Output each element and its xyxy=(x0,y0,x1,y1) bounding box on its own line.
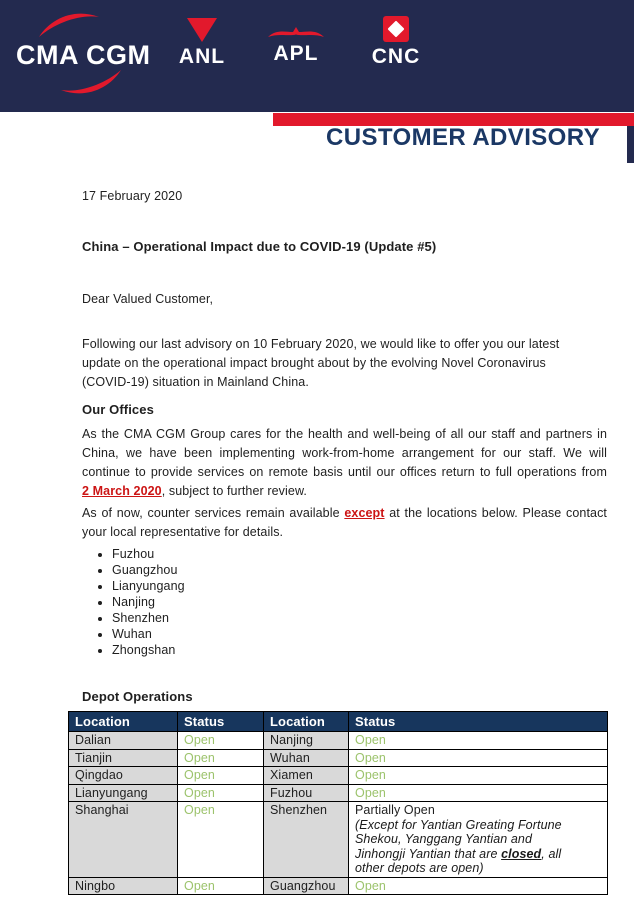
salutation: Dear Valued Customer, xyxy=(82,292,214,306)
table-row xyxy=(69,732,608,750)
note-line: Shekou, Yanggang Yantian and xyxy=(355,832,533,846)
list-item xyxy=(112,578,607,594)
closed-locations-list xyxy=(82,546,607,658)
reopen-date-highlight: 2 March 2020 xyxy=(82,484,162,498)
column-header: Location xyxy=(69,712,178,732)
depot-status-cell: Open xyxy=(178,749,264,767)
brand-name-cma-cgm: CMA CGM xyxy=(16,40,151,70)
except-highlight: except xyxy=(344,506,385,520)
location-name: Shenzhen xyxy=(112,611,170,625)
intro-paragraph xyxy=(82,335,607,392)
list-item xyxy=(112,562,607,578)
brand-name-cnc: CNC xyxy=(371,45,421,68)
note-line: other depots are open) xyxy=(355,861,484,875)
depot-location-cell: Shenzhen xyxy=(264,802,349,878)
depot-location-cell: Xiamen xyxy=(264,767,349,785)
depot-location-cell: Qingdao xyxy=(69,767,178,785)
letter-body xyxy=(0,187,634,895)
logo-cnc xyxy=(358,14,434,69)
location-name: Guangzhou xyxy=(112,563,178,577)
shenzhen-depot-note xyxy=(355,818,601,876)
depot-location-cell: Tianjin xyxy=(69,749,178,767)
depot-status-cell: Open xyxy=(349,877,608,895)
offices-paragraph xyxy=(82,425,607,501)
list-item xyxy=(112,642,607,658)
paragraph-line: Following our last advisory on 10 February 2020, we would like to offer you our latest xyxy=(82,337,560,351)
column-header: Location xyxy=(264,712,349,732)
depot-status-cell: Open xyxy=(349,784,608,802)
brand-name-apl: APL xyxy=(273,42,319,65)
cma-swoosh-bottom-icon xyxy=(60,68,122,96)
table-row xyxy=(69,802,608,878)
table-row xyxy=(69,784,608,802)
depot-location-cell: Guangzhou xyxy=(264,877,349,895)
depot-location-cell: Shanghai xyxy=(69,802,178,878)
apl-eagle-icon xyxy=(268,26,324,39)
note-line: (Except for Yantian Greating Fortune xyxy=(355,817,562,832)
closed-highlight: closed xyxy=(501,846,542,861)
depot-status-cell: Open xyxy=(178,877,264,895)
depot-status-cell: Open xyxy=(178,767,264,785)
column-header: Status xyxy=(349,712,608,732)
table-row xyxy=(69,767,608,785)
depot-status-cell: Open xyxy=(349,767,608,785)
paragraph-text: As of now, counter services remain available xyxy=(82,506,345,520)
depot-location-cell: Ningbo xyxy=(69,877,178,895)
depot-location-cell: Dalian xyxy=(69,732,178,750)
anl-triangle-icon xyxy=(187,18,217,42)
partially-open-status: Partially Open xyxy=(355,803,435,817)
column-header: Status xyxy=(178,712,264,732)
depot-operations-table xyxy=(68,711,608,895)
location-name: Zhongshan xyxy=(112,643,176,657)
brand-header xyxy=(0,0,634,112)
advisory-banner xyxy=(0,112,634,164)
our-offices-heading: Our Offices xyxy=(82,402,154,417)
paragraph-line: (COVID-19) situation in Mainland China. xyxy=(82,375,309,389)
depot-status-cell: Open xyxy=(349,732,608,750)
depot-status-cell xyxy=(349,802,608,878)
depot-status-cell: Open xyxy=(349,749,608,767)
location-name: Fuzhou xyxy=(112,547,155,561)
depot-location-cell: Nanjing xyxy=(264,732,349,750)
counter-services-paragraph xyxy=(82,504,607,542)
cnc-diamond-icon xyxy=(383,16,409,42)
paragraph-line: your local representative for details. xyxy=(82,525,284,539)
list-item xyxy=(112,594,607,610)
logo-apl xyxy=(260,14,332,66)
paragraph-line: As the CMA CGM Group cares for the health and well-being of all our staff and partners in xyxy=(82,427,607,441)
paragraph-line: update on the operational impact brought about by the evolving Novel Coronavirus xyxy=(82,356,546,370)
paragraph-line: continue to provide services on remote basis until our offices return to full operations from xyxy=(82,465,607,479)
depot-operations-heading: Depot Operations xyxy=(82,689,193,704)
paragraph-text: , subject to further review. xyxy=(161,484,307,498)
depot-location-cell: Fuzhou xyxy=(264,784,349,802)
list-item xyxy=(112,610,607,626)
note-line: Jinhongji Yantian that are closed, all xyxy=(355,846,562,861)
depot-status-cell: Open xyxy=(178,784,264,802)
paragraph-text: at the locations below. Please contact xyxy=(384,506,608,520)
list-item xyxy=(112,546,607,562)
paragraph-line xyxy=(82,482,607,501)
location-name: Wuhan xyxy=(112,627,152,641)
navy-edge-tab xyxy=(627,126,634,163)
cma-swoosh-top-icon xyxy=(38,11,100,39)
table-row xyxy=(69,749,608,767)
table-row xyxy=(69,877,608,895)
depot-status-cell: Open xyxy=(178,732,264,750)
subject-line: China – Operational Impact due to COVID-19 (Update #5) xyxy=(82,239,437,254)
depot-status-cell: Open xyxy=(178,802,264,878)
brand-name-anl: ANL xyxy=(178,45,226,68)
logo-cma-cgm xyxy=(14,8,164,104)
date-line: 17 February 2020 xyxy=(82,189,183,203)
list-item xyxy=(112,626,607,642)
depot-location-cell: Lianyungang xyxy=(69,784,178,802)
table-header-row xyxy=(69,712,608,732)
location-name: Lianyungang xyxy=(112,579,185,593)
depot-location-cell: Wuhan xyxy=(264,749,349,767)
logo-anl xyxy=(167,14,237,69)
paragraph-line xyxy=(82,504,607,523)
paragraph-line: China, we have been implementing work-from-home arrangement for our staff. We will xyxy=(82,446,607,460)
banner-title: CUSTOMER ADVISORY xyxy=(326,124,600,151)
location-name: Nanjing xyxy=(112,595,156,609)
